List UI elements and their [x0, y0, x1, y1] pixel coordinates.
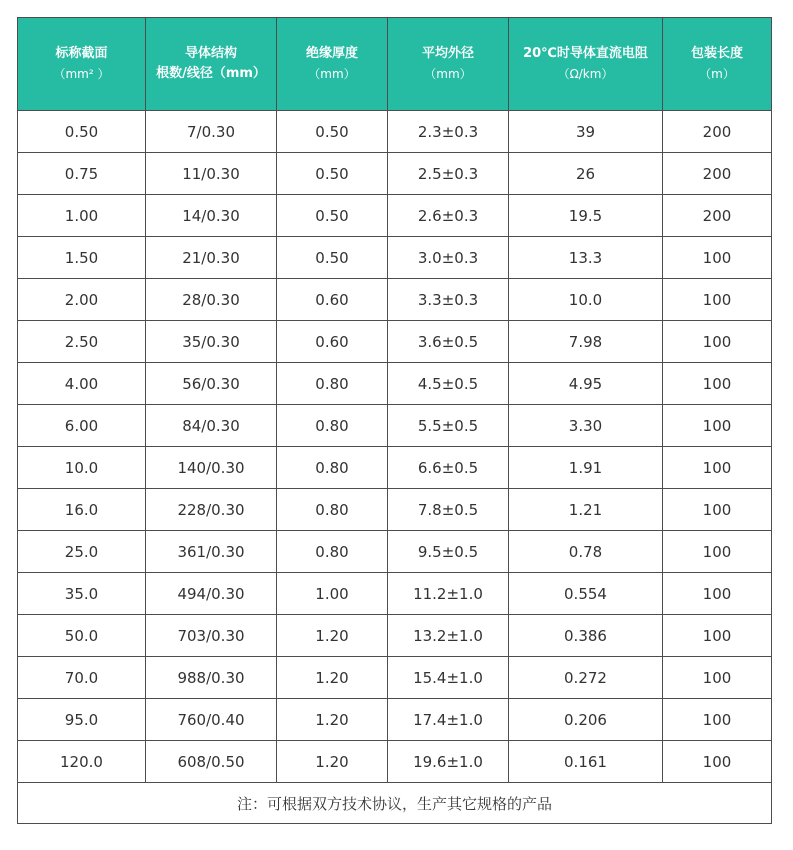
table-row	[18, 531, 772, 573]
cell-package-length: 100	[663, 363, 772, 405]
header-dc-resistance-unit: （Ω/km）	[557, 67, 614, 81]
cell-dc-resistance: 0.78	[509, 531, 663, 573]
cell-average-diameter: 6.6±0.5	[388, 447, 509, 489]
cell-conductor-structure: 608/0.50	[146, 741, 277, 783]
cell-average-diameter: 11.2±1.0	[388, 573, 509, 615]
cell-package-length: 100	[663, 573, 772, 615]
cell-package-length: 100	[663, 615, 772, 657]
cell-package-length: 100	[663, 237, 772, 279]
spec-table	[17, 17, 772, 824]
cell-average-diameter: 2.3±0.3	[388, 111, 509, 153]
table-row	[18, 741, 772, 783]
table-row	[18, 573, 772, 615]
cell-nominal-section: 35.0	[18, 573, 146, 615]
cell-package-length: 100	[663, 405, 772, 447]
cell-insulation-thickness: 0.50	[277, 195, 388, 237]
table-row	[18, 615, 772, 657]
header-insulation-thickness-unit: （mm）	[308, 67, 356, 81]
cell-conductor-structure: 28/0.30	[146, 279, 277, 321]
cell-conductor-structure: 760/0.40	[146, 699, 277, 741]
cell-nominal-section: 2.50	[18, 321, 146, 363]
cell-conductor-structure: 11/0.30	[146, 153, 277, 195]
header-package-length-unit: （m）	[699, 67, 735, 81]
cell-insulation-thickness: 1.20	[277, 615, 388, 657]
cell-insulation-thickness: 1.00	[277, 573, 388, 615]
cell-dc-resistance: 3.30	[509, 405, 663, 447]
header-package-length-title: 包装长度	[690, 46, 743, 61]
cell-nominal-section: 1.50	[18, 237, 146, 279]
cell-insulation-thickness: 1.20	[277, 741, 388, 783]
cell-conductor-structure: 228/0.30	[146, 489, 277, 531]
cell-dc-resistance: 0.386	[509, 615, 663, 657]
cell-dc-resistance: 13.3	[509, 237, 663, 279]
cell-package-length: 200	[663, 195, 772, 237]
header-package-length	[663, 18, 772, 111]
cell-nominal-section: 0.50	[18, 111, 146, 153]
cell-conductor-structure: 35/0.30	[146, 321, 277, 363]
cell-insulation-thickness: 0.80	[277, 447, 388, 489]
table-header	[18, 18, 772, 111]
note-row	[18, 783, 772, 824]
table-footer	[18, 783, 772, 824]
header-dc-resistance	[509, 18, 663, 111]
cell-insulation-thickness: 0.80	[277, 489, 388, 531]
cell-insulation-thickness: 0.80	[277, 363, 388, 405]
cell-package-length: 100	[663, 321, 772, 363]
cell-dc-resistance: 10.0	[509, 279, 663, 321]
table-body	[18, 111, 772, 783]
cell-average-diameter: 13.2±1.0	[388, 615, 509, 657]
cell-dc-resistance: 0.161	[509, 741, 663, 783]
cell-conductor-structure: 14/0.30	[146, 195, 277, 237]
cell-conductor-structure: 7/0.30	[146, 111, 277, 153]
header-dc-resistance-title: 20℃时导体直流电阻	[523, 46, 648, 61]
cell-conductor-structure: 84/0.30	[146, 405, 277, 447]
header-conductor-structure	[146, 18, 277, 111]
cell-nominal-section: 95.0	[18, 699, 146, 741]
cell-dc-resistance: 0.272	[509, 657, 663, 699]
table-row	[18, 447, 772, 489]
cell-average-diameter: 3.0±0.3	[388, 237, 509, 279]
header-average-diameter-title: 平均外径	[421, 46, 474, 61]
cell-package-length: 100	[663, 447, 772, 489]
cell-average-diameter: 3.3±0.3	[388, 279, 509, 321]
cell-average-diameter: 19.6±1.0	[388, 741, 509, 783]
table-row	[18, 237, 772, 279]
cell-nominal-section: 50.0	[18, 615, 146, 657]
table-row	[18, 489, 772, 531]
cell-nominal-section: 2.00	[18, 279, 146, 321]
table-row	[18, 657, 772, 699]
cell-nominal-section: 25.0	[18, 531, 146, 573]
cell-average-diameter: 2.5±0.3	[388, 153, 509, 195]
header-average-diameter	[388, 18, 509, 111]
table-row	[18, 111, 772, 153]
cell-insulation-thickness: 1.20	[277, 699, 388, 741]
cell-package-length: 100	[663, 657, 772, 699]
cell-nominal-section: 16.0	[18, 489, 146, 531]
cell-average-diameter: 4.5±0.5	[388, 363, 509, 405]
cell-average-diameter: 2.6±0.3	[388, 195, 509, 237]
cell-average-diameter: 5.5±0.5	[388, 405, 509, 447]
cell-average-diameter: 3.6±0.5	[388, 321, 509, 363]
cell-dc-resistance: 0.206	[509, 699, 663, 741]
cell-package-length: 100	[663, 531, 772, 573]
cell-dc-resistance: 4.95	[509, 363, 663, 405]
cell-nominal-section: 0.75	[18, 153, 146, 195]
header-nominal-section	[18, 18, 146, 111]
cell-insulation-thickness: 0.50	[277, 153, 388, 195]
table-row	[18, 153, 772, 195]
header-nominal-section-unit: （mm² ）	[53, 67, 110, 81]
cell-dc-resistance: 7.98	[509, 321, 663, 363]
cell-dc-resistance: 0.554	[509, 573, 663, 615]
cell-dc-resistance: 1.91	[509, 447, 663, 489]
cell-average-diameter: 17.4±1.0	[388, 699, 509, 741]
cell-conductor-structure: 988/0.30	[146, 657, 277, 699]
table-row	[18, 405, 772, 447]
header-conductor-structure-title: 导体结构	[184, 46, 237, 61]
cell-nominal-section: 70.0	[18, 657, 146, 699]
cell-package-length: 200	[663, 111, 772, 153]
cell-average-diameter: 15.4±1.0	[388, 657, 509, 699]
cell-insulation-thickness: 0.80	[277, 531, 388, 573]
cell-conductor-structure: 21/0.30	[146, 237, 277, 279]
header-insulation-thickness	[277, 18, 388, 111]
cell-dc-resistance: 19.5	[509, 195, 663, 237]
cell-conductor-structure: 140/0.30	[146, 447, 277, 489]
table-row	[18, 195, 772, 237]
cell-nominal-section: 120.0	[18, 741, 146, 783]
table-row	[18, 699, 772, 741]
cell-insulation-thickness: 1.20	[277, 657, 388, 699]
table-row	[18, 279, 772, 321]
table-note: 注：可根据双方技术协议，生产其它规格的产品	[18, 783, 772, 824]
table-row	[18, 363, 772, 405]
cell-package-length: 100	[663, 741, 772, 783]
cell-dc-resistance: 1.21	[509, 489, 663, 531]
cell-nominal-section: 10.0	[18, 447, 146, 489]
cell-insulation-thickness: 0.60	[277, 279, 388, 321]
cell-conductor-structure: 56/0.30	[146, 363, 277, 405]
cell-package-length: 100	[663, 489, 772, 531]
cell-insulation-thickness: 0.60	[277, 321, 388, 363]
cell-average-diameter: 7.8±0.5	[388, 489, 509, 531]
cell-nominal-section: 4.00	[18, 363, 146, 405]
cell-package-length: 100	[663, 279, 772, 321]
header-conductor-structure-unit: 根数/线径（mm）	[156, 66, 266, 81]
cell-package-length: 200	[663, 153, 772, 195]
cell-dc-resistance: 39	[509, 111, 663, 153]
cell-conductor-structure: 361/0.30	[146, 531, 277, 573]
header-insulation-thickness-title: 绝缘厚度	[305, 46, 358, 61]
cell-nominal-section: 6.00	[18, 405, 146, 447]
header-row	[18, 18, 772, 111]
table-row	[18, 321, 772, 363]
cell-conductor-structure: 703/0.30	[146, 615, 277, 657]
cell-insulation-thickness: 0.80	[277, 405, 388, 447]
cell-conductor-structure: 494/0.30	[146, 573, 277, 615]
cell-insulation-thickness: 0.50	[277, 111, 388, 153]
cell-package-length: 100	[663, 699, 772, 741]
cell-nominal-section: 1.00	[18, 195, 146, 237]
cell-insulation-thickness: 0.50	[277, 237, 388, 279]
header-nominal-section-title: 标称截面	[55, 46, 108, 61]
header-average-diameter-unit: （mm）	[424, 67, 472, 81]
cell-average-diameter: 9.5±0.5	[388, 531, 509, 573]
cell-dc-resistance: 26	[509, 153, 663, 195]
